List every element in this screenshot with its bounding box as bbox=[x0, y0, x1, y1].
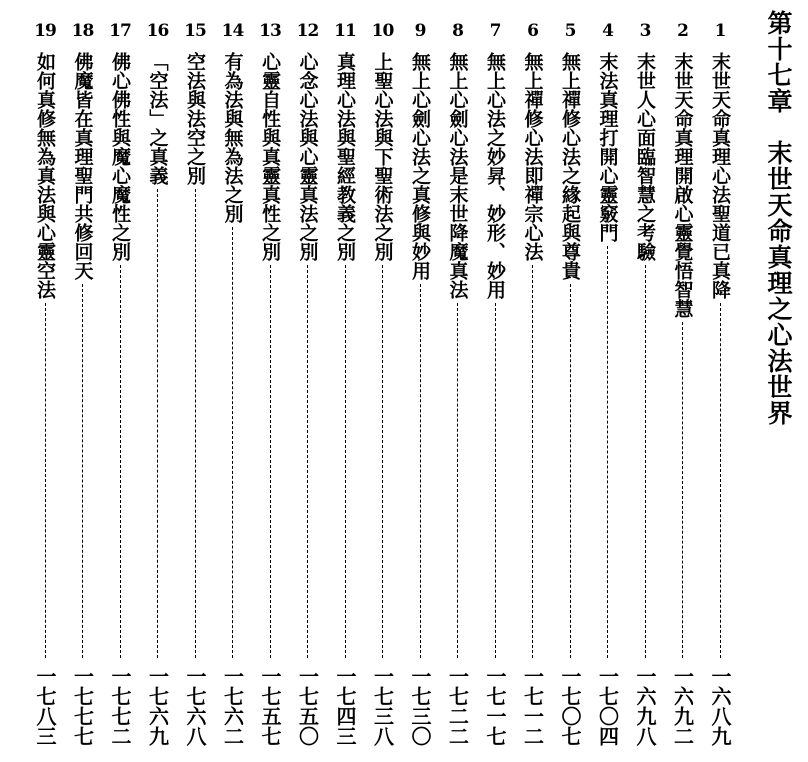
dotted-leader bbox=[232, 227, 233, 658]
entry-number: 18 bbox=[71, 21, 94, 41]
toc-entry[interactable] bbox=[67, 20, 99, 750]
dotted-leader bbox=[607, 246, 608, 658]
entry-number: 16 bbox=[146, 21, 169, 41]
toc-entry[interactable] bbox=[142, 20, 174, 750]
entry-page-number: 一六九二 bbox=[670, 666, 695, 746]
entry-title[interactable]: 佛心佛性與魔心魔性之別 bbox=[109, 52, 131, 261]
entry-title[interactable]: 「空法」之真義 bbox=[146, 52, 169, 185]
entry-page-number: 一六八九 bbox=[708, 666, 732, 746]
entry-title[interactable]: 末法真理打開心靈竅門 bbox=[596, 52, 619, 242]
toc-entry[interactable] bbox=[254, 20, 286, 750]
entry-title[interactable]: 佛魔皆在真理聖門共修回天 bbox=[71, 52, 94, 280]
dotted-leader bbox=[120, 265, 121, 658]
entry-title[interactable]: 無上禪修心法即禪宗心法 bbox=[521, 52, 544, 261]
entry-page-number: 一七七七 bbox=[70, 666, 95, 746]
toc-entry[interactable] bbox=[442, 20, 474, 750]
entry-title[interactable]: 無上心劍心法是末世降魔真法 bbox=[446, 52, 469, 299]
dotted-leader bbox=[645, 265, 646, 658]
entry-number: 4 bbox=[602, 21, 613, 41]
entry-page-number: 一七六九 bbox=[145, 666, 170, 746]
entry-title[interactable]: 末世天命真理心法聖道已真降 bbox=[709, 52, 731, 299]
dotted-leader bbox=[420, 284, 421, 658]
dotted-leader bbox=[532, 265, 533, 658]
toc-entry[interactable] bbox=[554, 20, 586, 750]
entry-page-number: 一七〇四 bbox=[595, 666, 620, 746]
entry-number: 9 bbox=[414, 21, 426, 41]
toc-entry[interactable] bbox=[667, 20, 699, 750]
entry-title[interactable]: 心念心法與心靈真法之別 bbox=[296, 52, 319, 261]
entry-page-number: 一七五〇 bbox=[295, 666, 320, 746]
toc-entry[interactable] bbox=[292, 20, 324, 750]
entry-title[interactable]: 末世天命真理開啟心靈覺悟智慧 bbox=[671, 52, 694, 318]
toc-entry[interactable] bbox=[479, 20, 511, 750]
toc-entry[interactable] bbox=[104, 20, 136, 750]
entry-page-number: 一七三〇 bbox=[408, 666, 432, 746]
entry-page-number: 一七五七 bbox=[258, 666, 282, 746]
entry-title[interactable]: 上聖心法與下聖術法之別 bbox=[371, 52, 394, 261]
entry-title[interactable]: 無上禪修心法之緣起與尊貴 bbox=[559, 52, 581, 280]
toc-entry[interactable] bbox=[404, 20, 436, 750]
dotted-leader bbox=[682, 322, 683, 658]
entry-number: 3 bbox=[639, 21, 651, 41]
entry-page-number: 一七〇七 bbox=[558, 666, 582, 746]
toc-entry[interactable] bbox=[517, 20, 549, 750]
toc-entry[interactable] bbox=[29, 20, 61, 750]
entry-page-number: 一七四三 bbox=[333, 666, 357, 746]
entry-number: 10 bbox=[371, 21, 394, 41]
entry-title[interactable]: 空法與法空之別 bbox=[184, 52, 206, 185]
entry-number: 17 bbox=[109, 21, 131, 41]
entry-page-number: 一七一二 bbox=[520, 666, 545, 746]
toc-entry[interactable] bbox=[704, 20, 736, 750]
toc-entry[interactable] bbox=[179, 20, 211, 750]
entry-title[interactable]: 無上心法之妙昇、妙形、妙用 bbox=[484, 52, 506, 299]
dotted-leader bbox=[82, 284, 83, 658]
entry-number: 15 bbox=[184, 21, 206, 41]
entry-number: 6 bbox=[527, 21, 538, 41]
entry-title[interactable]: 有為法與無為法之別 bbox=[221, 52, 244, 223]
entry-title[interactable]: 心靈自性與真靈真性之別 bbox=[259, 52, 281, 261]
toc-entry[interactable] bbox=[367, 20, 399, 750]
entry-page-number: 一七二二 bbox=[445, 666, 470, 746]
dotted-leader bbox=[307, 265, 308, 658]
dotted-leader bbox=[720, 303, 721, 658]
entry-number: 19 bbox=[34, 21, 56, 41]
entry-page-number: 一七七二 bbox=[108, 666, 132, 746]
dotted-leader bbox=[457, 303, 458, 658]
entry-number: 2 bbox=[677, 21, 688, 41]
entry-number: 13 bbox=[259, 21, 281, 41]
entry-page-number: 一七三八 bbox=[370, 666, 395, 746]
entry-page-number: 一七六二 bbox=[220, 666, 245, 746]
entry-number: 12 bbox=[296, 21, 319, 41]
dotted-leader bbox=[570, 284, 571, 658]
dotted-leader bbox=[345, 265, 346, 658]
toc-entry[interactable] bbox=[329, 20, 361, 750]
entry-title[interactable]: 如何真修無為真法與心靈空法 bbox=[34, 52, 56, 299]
entry-number: 7 bbox=[489, 21, 501, 41]
entry-number: 11 bbox=[334, 21, 356, 41]
entry-title[interactable]: 末世人心面臨智慧之考驗 bbox=[634, 52, 656, 261]
entry-page-number: 一七一七 bbox=[483, 666, 507, 746]
entry-number: 8 bbox=[452, 21, 463, 41]
entry-title[interactable]: 無上心劍心法之真修與妙用 bbox=[409, 52, 431, 280]
toc-entry[interactable] bbox=[217, 20, 249, 750]
entry-page-number: 一七八三 bbox=[33, 666, 57, 746]
dotted-leader bbox=[495, 303, 496, 658]
entry-number: 5 bbox=[564, 21, 576, 41]
entry-page-number: 一七六八 bbox=[183, 666, 207, 746]
dotted-leader bbox=[45, 303, 46, 658]
dotted-leader bbox=[157, 189, 158, 658]
dotted-leader bbox=[270, 265, 271, 658]
dotted-leader bbox=[382, 265, 383, 658]
chapter-title: 第十七章 末世天命真理之心法世界 bbox=[764, 10, 793, 426]
toc-entry[interactable] bbox=[629, 20, 661, 750]
entry-title[interactable]: 真理心法與聖經教義之別 bbox=[334, 52, 356, 261]
entry-number: 14 bbox=[221, 21, 244, 41]
entry-number: 1 bbox=[714, 21, 726, 41]
toc-entry[interactable] bbox=[592, 20, 624, 750]
dotted-leader bbox=[195, 189, 196, 658]
entry-page-number: 一六九八 bbox=[633, 666, 657, 746]
